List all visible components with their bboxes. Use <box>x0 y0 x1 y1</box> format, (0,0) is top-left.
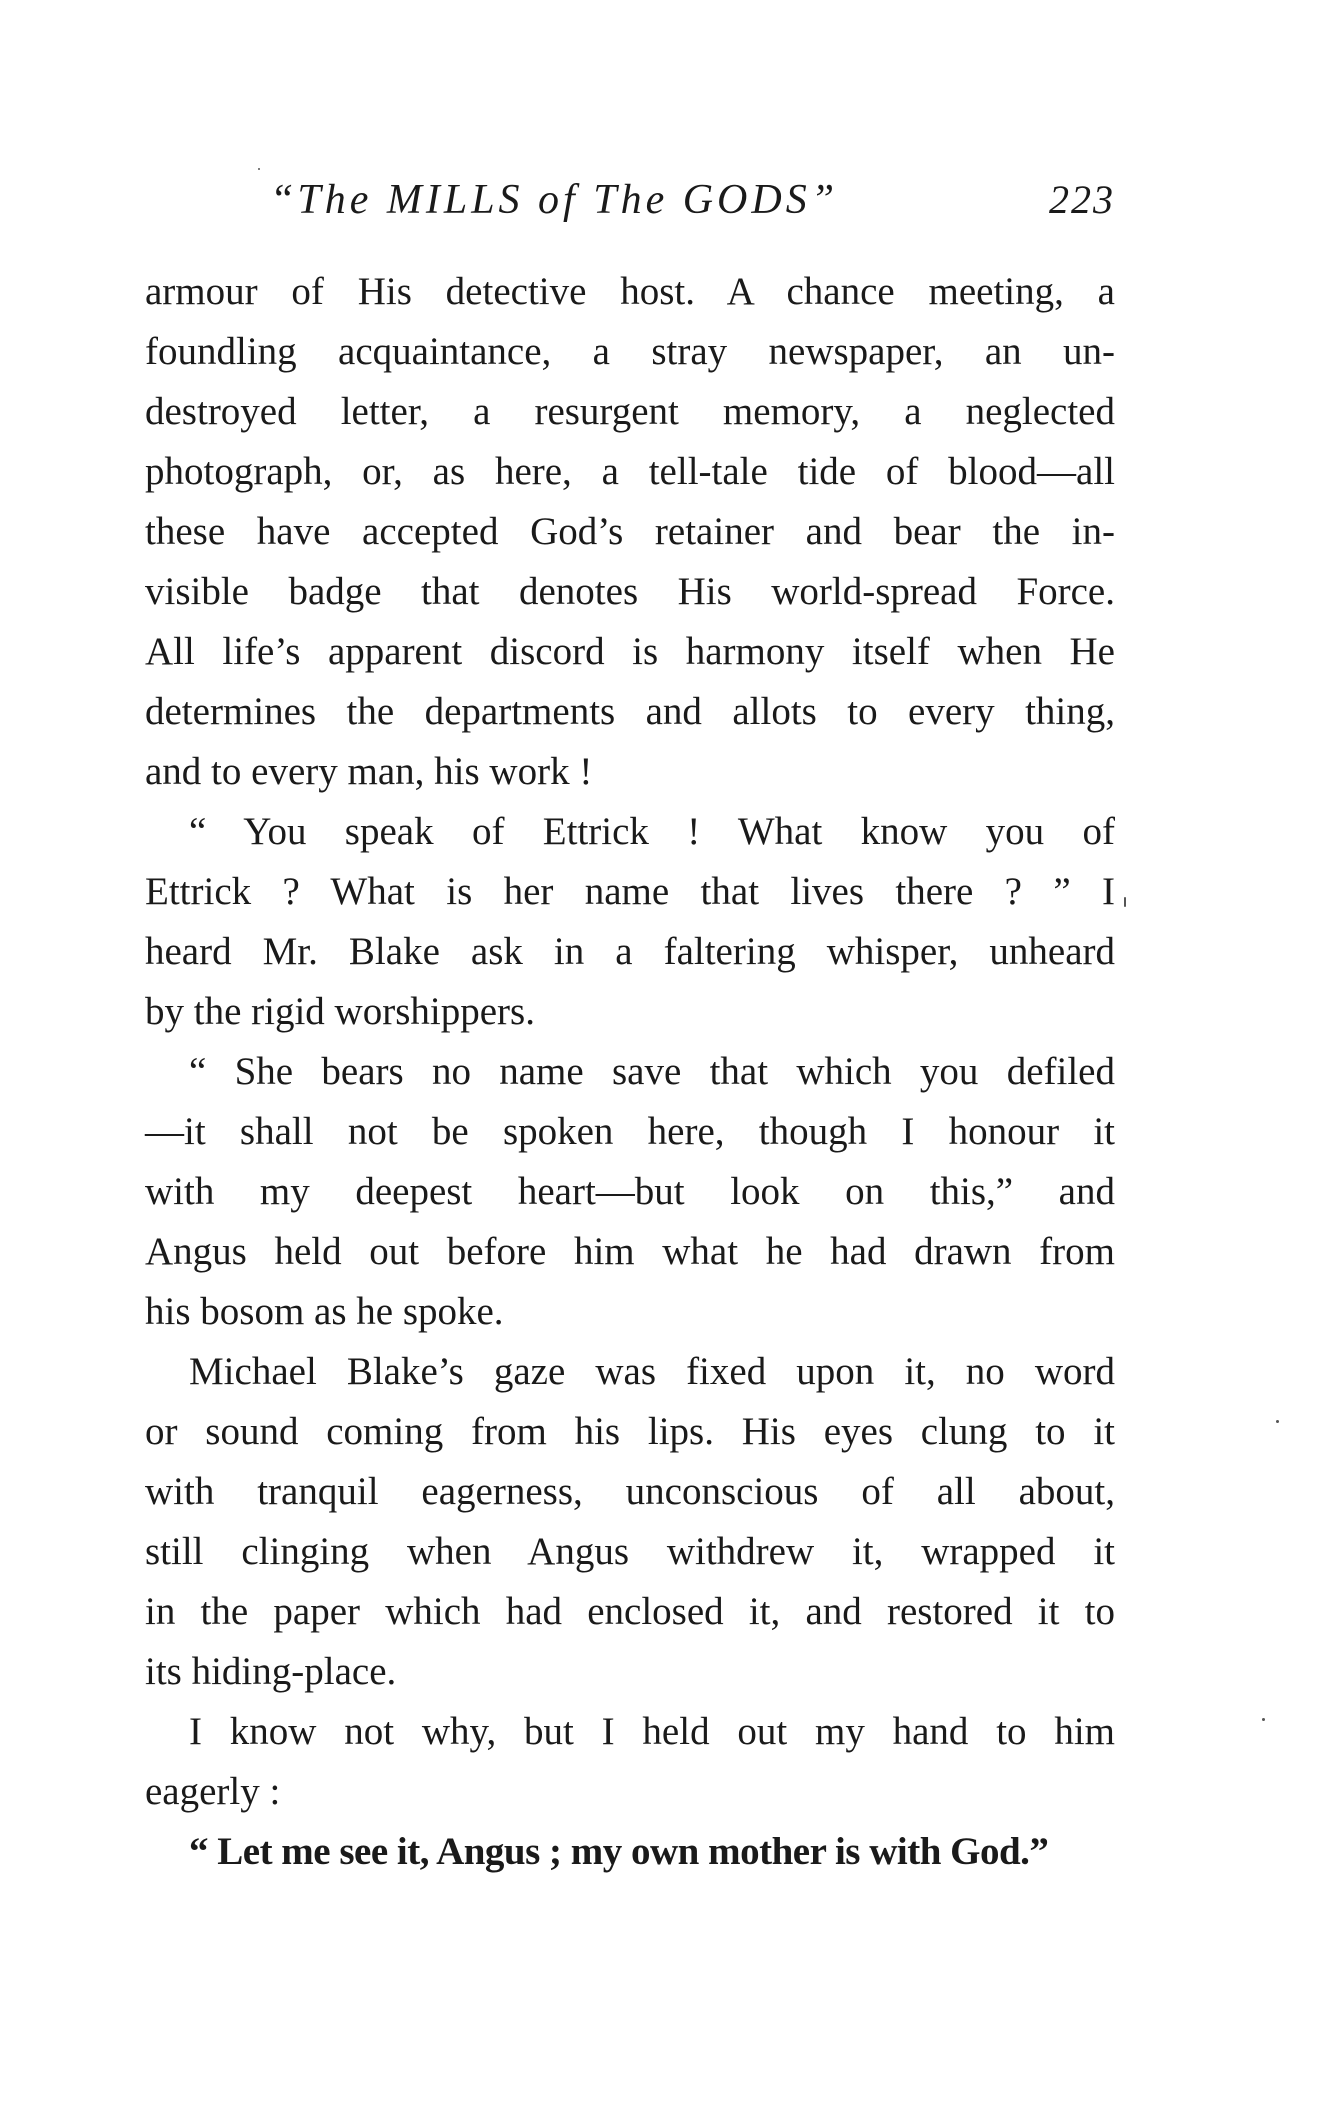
body-text <box>145 262 1115 1882</box>
text-line: his bosom as he spoke. <box>145 1290 504 1333</box>
print-speck <box>1262 1718 1265 1721</box>
text-line: Angus held out before him what he had drawn from <box>145 1230 1115 1273</box>
paragraph <box>145 1342 1115 1702</box>
text-line: Michael Blake’s gaze was fixed upon it, no word <box>189 1350 1115 1393</box>
text-line: foundling acquaintance, a stray newspaper, an un- <box>145 330 1115 373</box>
text-line: with my deepest heart—but look on this,” and <box>145 1170 1115 1213</box>
text-line: visible badge that denotes His world-spread Force. <box>145 570 1115 613</box>
text-line: in the paper which had enclosed it, and restored it to <box>145 1590 1115 1633</box>
print-speck <box>1124 897 1126 907</box>
running-title: “The MILLS of The GODS” <box>270 177 839 223</box>
text-line: “ You speak of Ettrick ! What know you of <box>189 810 1115 853</box>
paragraph <box>145 262 1115 802</box>
print-speck <box>1276 1420 1279 1423</box>
text-line: All life’s apparent discord is harmony itself when He <box>145 630 1115 673</box>
text-line: photograph, or, as here, a tell-tale tide of blood—all <box>145 450 1115 493</box>
text-line: armour of His detective host. A chance meeting, a <box>145 270 1115 313</box>
paragraph <box>145 1042 1115 1342</box>
page-number: 223 <box>1049 177 1115 222</box>
text-line: determines the departments and allots to every thing, <box>145 690 1115 733</box>
text-line: “ She bears no name save that which you defiled <box>189 1050 1115 1093</box>
text-line: I know not why, but I held out my hand to him <box>189 1710 1115 1753</box>
text-line: heard Mr. Blake ask in a faltering whisper, unheard <box>145 930 1115 973</box>
text-line: and to every man, his work ! <box>145 750 593 793</box>
text-line: “ Let me see it, Angus ; my own mother is with God.” <box>189 1830 1049 1873</box>
text-line: destroyed letter, a resurgent memory, a neglected <box>145 390 1115 433</box>
text-line: with tranquil eagerness, unconscious of all about, <box>145 1470 1115 1513</box>
text-line: still clinging when Angus withdrew it, wrapped it <box>145 1530 1115 1573</box>
print-speck <box>258 168 260 170</box>
text-line: eagerly : <box>145 1770 281 1813</box>
paragraph <box>145 1822 1115 1882</box>
text-line: —it shall not be spoken here, though I honour it <box>145 1110 1115 1153</box>
text-line: these have accepted God’s retainer and bear the in- <box>145 510 1115 553</box>
paragraph <box>145 1702 1115 1822</box>
text-line: or sound coming from his lips. His eyes clung to it <box>145 1410 1115 1453</box>
paragraph <box>145 802 1115 1042</box>
running-head <box>145 176 1115 236</box>
text-line: by the rigid worshippers. <box>145 990 535 1033</box>
text-line: Ettrick ? What is her name that lives there ? ” I <box>145 870 1115 913</box>
text-line: its hiding-place. <box>145 1650 397 1693</box>
